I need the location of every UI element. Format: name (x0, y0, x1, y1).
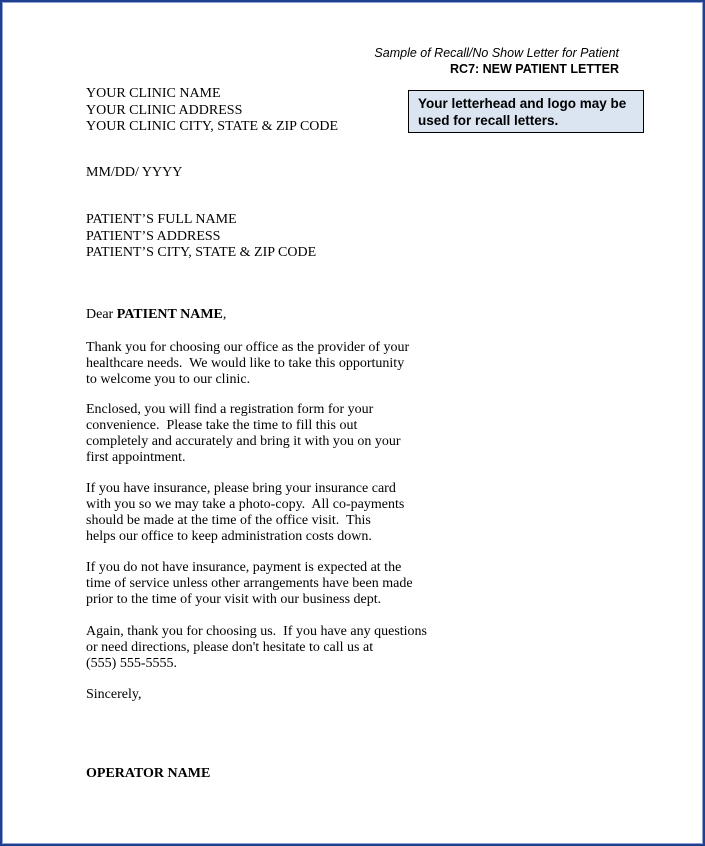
paragraph-line: to welcome you to our clinic. (86, 372, 251, 387)
letterhead-note: Your letterhead and logo may be used for recall letters. (408, 90, 644, 133)
paragraph-line: If you have insurance, please bring your insurance card (86, 481, 396, 496)
patient-name: PATIENT’S FULL NAME (86, 212, 237, 227)
paragraph-line: should be made at the time of the office visit. This (86, 513, 371, 528)
header-caption: Sample of Recall/No Show Letter for Patient (374, 46, 619, 60)
paragraph-line: Again, thank you for choosing us. If you have any questions (86, 624, 427, 639)
paragraph-line: convenience. Please take the time to fill this out (86, 418, 358, 433)
paragraph-line: prior to the time of your visit with our business dept. (86, 592, 382, 607)
paragraph-line: Enclosed, you will find a registration form for your (86, 402, 374, 417)
patient-address: PATIENT’S ADDRESS (86, 228, 221, 244)
clinic-name: YOUR CLINIC NAME (86, 86, 221, 101)
signature-name: OPERATOR NAME (86, 766, 211, 781)
clinic-address-block (86, 86, 338, 136)
paragraph-4 (86, 560, 413, 608)
document-header (374, 45, 619, 77)
paragraph-2 (86, 402, 401, 466)
paragraph-3 (86, 481, 404, 545)
clinic-city: YOUR CLINIC CITY, STATE & ZIP CODE (86, 119, 339, 134)
paragraph-line: Thank you for choosing our office as the provider of your (86, 340, 410, 355)
paragraph-1 (86, 340, 409, 388)
paragraph-line: time of service unless other arrangements have been made (86, 576, 413, 591)
paragraph-line: or need directions, please don't hesitate to call us at (86, 640, 374, 655)
paragraph-5 (86, 624, 427, 672)
header-code: RC7: NEW PATIENT LETTER (450, 62, 619, 76)
paragraph-line: (555) 555-5555. (86, 656, 177, 671)
salutation-name: PATIENT NAME (116, 307, 223, 322)
letter-date: MM/DD/ YYYY (86, 165, 183, 180)
closing: Sincerely, (86, 687, 142, 702)
paragraph-line: If you do not have insurance, payment is expected at the (86, 560, 402, 575)
paragraph-line: first appointment. (86, 450, 186, 465)
paragraph-line: with you so we may take a photo-copy. All co-payments (86, 497, 405, 512)
salutation-suffix: , (222, 307, 227, 322)
patient-address-block (86, 212, 316, 262)
salutation-prefix: Dear (86, 307, 117, 322)
patient-city: PATIENT’S CITY, STATE & ZIP CODE (86, 245, 317, 260)
paragraph-line: completely and accurately and bring it with you on your (86, 434, 401, 449)
paragraph-line: healthcare needs. We would like to take this opportunity (86, 356, 405, 371)
clinic-address: YOUR CLINIC ADDRESS (86, 102, 243, 118)
paragraph-line: helps our office to keep administration costs down. (86, 529, 372, 544)
salutation (86, 307, 226, 324)
